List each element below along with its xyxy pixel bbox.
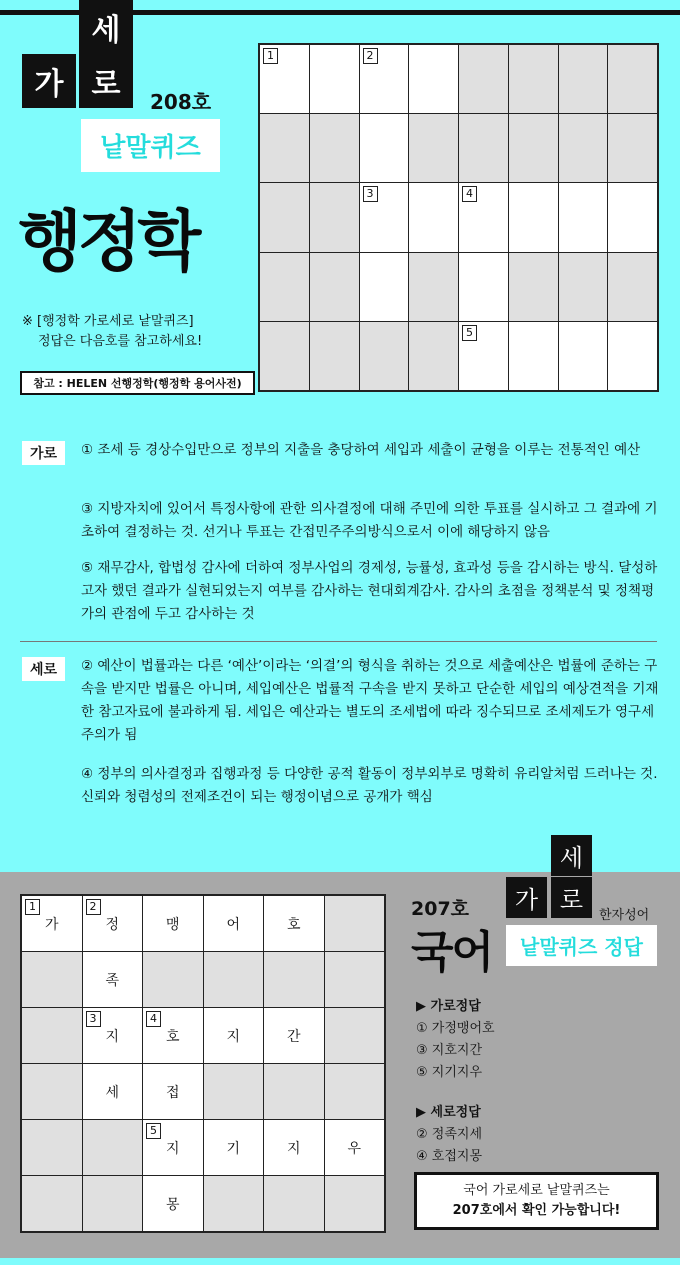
grid-cell (325, 896, 385, 951)
down-answers (416, 1102, 482, 1168)
answer-char: 정 (105, 916, 120, 933)
grid-cell (325, 952, 385, 1007)
quiz-label: 낱말퀴즈 (81, 119, 220, 172)
grid-cell (509, 253, 558, 321)
grid-cell (409, 114, 458, 182)
across-answer: ⑤ 지기지우 (416, 1065, 483, 1080)
answer-char: 족 (105, 972, 120, 989)
grid-cell (409, 253, 458, 321)
grid-cell (559, 45, 608, 113)
reference-box: 참고 : HELEN 선행정학(행정학 용어사전) (20, 371, 255, 395)
previous-subject: 국어 (411, 927, 493, 978)
grid-cell (310, 183, 359, 251)
grid-cell (325, 1064, 385, 1119)
issue-number: 208호 (150, 90, 212, 114)
grid-cell (310, 322, 359, 390)
note-line-2: 정답은 다음호를 참고하세요! (38, 334, 203, 349)
grid-cell (22, 1064, 82, 1119)
grid-cell (310, 114, 359, 182)
answer-char: 지 (105, 1028, 120, 1045)
grid-cell (22, 952, 82, 1007)
answer-logo-ro: 로 (551, 877, 592, 918)
answer-char: 접 (165, 1084, 180, 1101)
across-answer: ① 가정맹어호 (416, 1021, 495, 1036)
grid-cell[interactable] (459, 322, 508, 390)
clue-number: 5 (146, 1123, 161, 1139)
grid-cell[interactable] (264, 1120, 324, 1175)
grid-cell[interactable] (143, 1176, 203, 1231)
grid-cell[interactable] (360, 183, 409, 251)
grid-cell[interactable] (608, 183, 657, 251)
grid-cell[interactable] (459, 183, 508, 251)
grid-cell[interactable] (143, 1064, 203, 1119)
grid-cell[interactable] (143, 1008, 203, 1063)
down-answers-heading: ▶ 세로정답 (416, 1105, 481, 1120)
clue-number: 1 (263, 48, 278, 64)
grid-cell (204, 952, 264, 1007)
clue-number: 4 (146, 1011, 161, 1027)
final-notice-line-2: 207호에서 확인 가능합니다! (452, 1203, 621, 1218)
clue-across-3: ③ 지방자치에 있어서 특정사항에 관한 의사결정에 대해 주민에 의한 투표를 실시하고 그 결과에 기초하여 결정하는 것. 선거나 투표는 간접민주주의방식으로서 이에 해당하지 않음 (81, 501, 658, 540)
grid-cell[interactable] (509, 183, 558, 251)
logo-block-ro: 로 (79, 54, 133, 108)
grid-cell[interactable] (83, 896, 143, 951)
grid-cell (260, 253, 309, 321)
grid-cell[interactable] (459, 253, 508, 321)
grid-cell (260, 183, 309, 251)
grid-cell[interactable] (22, 896, 82, 951)
grid-cell[interactable] (264, 1008, 324, 1063)
grid-cell (509, 45, 558, 113)
down-answer: ④ 호접지몽 (416, 1149, 483, 1164)
answer-char: 호 (286, 916, 301, 933)
grid-cell[interactable] (143, 896, 203, 951)
grid-cell (260, 322, 309, 390)
bottom-rule (0, 1258, 680, 1265)
grid-cell (22, 1008, 82, 1063)
answer-char: 몽 (165, 1196, 180, 1213)
grid-cell[interactable] (83, 952, 143, 1007)
grid-cell[interactable] (325, 1120, 385, 1175)
grid-cell (608, 45, 657, 113)
clue-number: 2 (363, 48, 378, 64)
grid-cell (509, 114, 558, 182)
grid-cell[interactable] (559, 183, 608, 251)
answer-char: 지 (286, 1140, 301, 1157)
answer-logo-se: 세 (551, 835, 592, 876)
grid-cell[interactable] (509, 322, 558, 390)
answer-char: 기 (226, 1140, 241, 1157)
grid-cell (83, 1176, 143, 1231)
across-answers (416, 996, 495, 1084)
grid-cell[interactable] (204, 896, 264, 951)
previous-answers-section (0, 844, 680, 1265)
grid-cell[interactable] (143, 1120, 203, 1175)
across-answers-heading: ▶ 가로정답 (416, 999, 481, 1014)
grid-cell (325, 1008, 385, 1063)
grid-cell[interactable] (204, 1120, 264, 1175)
grid-cell (83, 1120, 143, 1175)
grid-cell (608, 114, 657, 182)
grid-cell (260, 114, 309, 182)
grid-cell (22, 1176, 82, 1231)
clue-number: 4 (462, 186, 477, 202)
clue-number: 2 (86, 899, 101, 915)
logo-block-ga: 가 (22, 54, 76, 108)
crossword-grid (258, 43, 659, 392)
grid-cell[interactable] (409, 183, 458, 251)
clue-number: 1 (25, 899, 40, 915)
grid-cell (264, 1064, 324, 1119)
grid-cell[interactable] (204, 1008, 264, 1063)
grid-cell (409, 322, 458, 390)
grid-cell (559, 114, 608, 182)
final-notice-line-1: 국어 가로세로 낱말퀴즈는 (463, 1183, 610, 1198)
answer-char: 어 (226, 916, 241, 933)
answer-logo-ga: 가 (506, 877, 547, 918)
clue-number: 3 (363, 186, 378, 202)
clue-across-5: ⑤ 재무감사, 합법성 감사에 더하여 정부사업의 경제성, 능률성, 효과성 등을 감시하는 방식. 달성하고자 했던 결과가 실현되었는지 여부를 감사하는 현대회계감사. 감사의 초점을 정책분석 및 정책평가의 관점에 두고 감사하는 것 (81, 560, 658, 622)
grid-cell (264, 1176, 324, 1231)
grid-cell (204, 1064, 264, 1119)
down-label: 세로 (22, 657, 65, 681)
final-notice-box (414, 1172, 659, 1230)
note-line-1: ※ [행정학 가로세로 낱말퀴즈] (22, 314, 194, 329)
clue-divider (20, 641, 657, 642)
grid-cell (204, 1176, 264, 1231)
answer-category: 한자성어 (599, 908, 650, 923)
grid-cell (22, 1120, 82, 1175)
grid-cell (608, 253, 657, 321)
across-label: 가로 (22, 441, 65, 465)
grid-cell[interactable] (83, 1008, 143, 1063)
down-answer: ② 정족지세 (416, 1127, 483, 1142)
grid-cell[interactable] (608, 322, 657, 390)
answer-char: 지 (226, 1028, 241, 1045)
answer-char: 우 (347, 1140, 362, 1157)
grid-cell (143, 952, 203, 1007)
grid-cell[interactable] (83, 1064, 143, 1119)
answer-char: 지 (165, 1140, 180, 1157)
grid-cell (459, 114, 508, 182)
grid-cell[interactable] (360, 114, 409, 182)
grid-cell[interactable] (409, 45, 458, 113)
grid-cell[interactable] (260, 45, 309, 113)
answer-label: 낱말퀴즈 정답 (506, 925, 657, 966)
grid-cell (325, 1176, 385, 1231)
grid-cell (459, 45, 508, 113)
answer-char: 세 (105, 1084, 120, 1101)
answer-char: 간 (286, 1028, 301, 1045)
grid-cell[interactable] (559, 322, 608, 390)
grid-cell[interactable] (360, 45, 409, 113)
answer-char: 맹 (165, 916, 180, 933)
logo-block-se: 세 (79, 0, 133, 54)
previous-issue-number: 207호 (411, 898, 470, 920)
clue-down-2: ② 예산이 법률과는 다른 ‘예산’이라는 ‘의결’의 형식을 취하는 것으로 세출예산은 법률에 준하는 구속을 받지만 법률은 아니며, 세입예산은 법률적 구속을 받지 못하고 단순한 세입의 예상견적을 기재한 참고자료에 불과하게 됨. 세입은 예산과는 별도의 조세법에 따라 징수되므로 조세제도가 영구세주의가 됨 (81, 658, 659, 743)
across-answer: ③ 지호지간 (416, 1043, 483, 1058)
grid-cell (310, 253, 359, 321)
answer-grid (20, 894, 386, 1233)
clue-across-1: ① 조세 등 경상수입만으로 정부의 지출을 충당하여 세입과 세출이 균형을 이루는 전통적인 예산 (81, 442, 641, 458)
grid-cell[interactable] (360, 253, 409, 321)
clue-down-4: ④ 정부의 의사결정과 집행과정 등 다양한 공적 활동이 정부외부로 명확히 유리알처럼 드러나는 것. 신뢰와 청렴성의 전제조건이 되는 행정이념으로 공개가 핵심 (81, 766, 658, 805)
clue-number: 5 (462, 325, 477, 341)
answer-char: 가 (44, 916, 59, 933)
clue-number: 3 (86, 1011, 101, 1027)
grid-cell[interactable] (310, 45, 359, 113)
grid-cell (264, 952, 324, 1007)
grid-cell (559, 253, 608, 321)
page-title: 행정학 (18, 203, 198, 280)
grid-cell[interactable] (264, 896, 324, 951)
grid-cell (360, 322, 409, 390)
answer-char: 호 (165, 1028, 180, 1045)
